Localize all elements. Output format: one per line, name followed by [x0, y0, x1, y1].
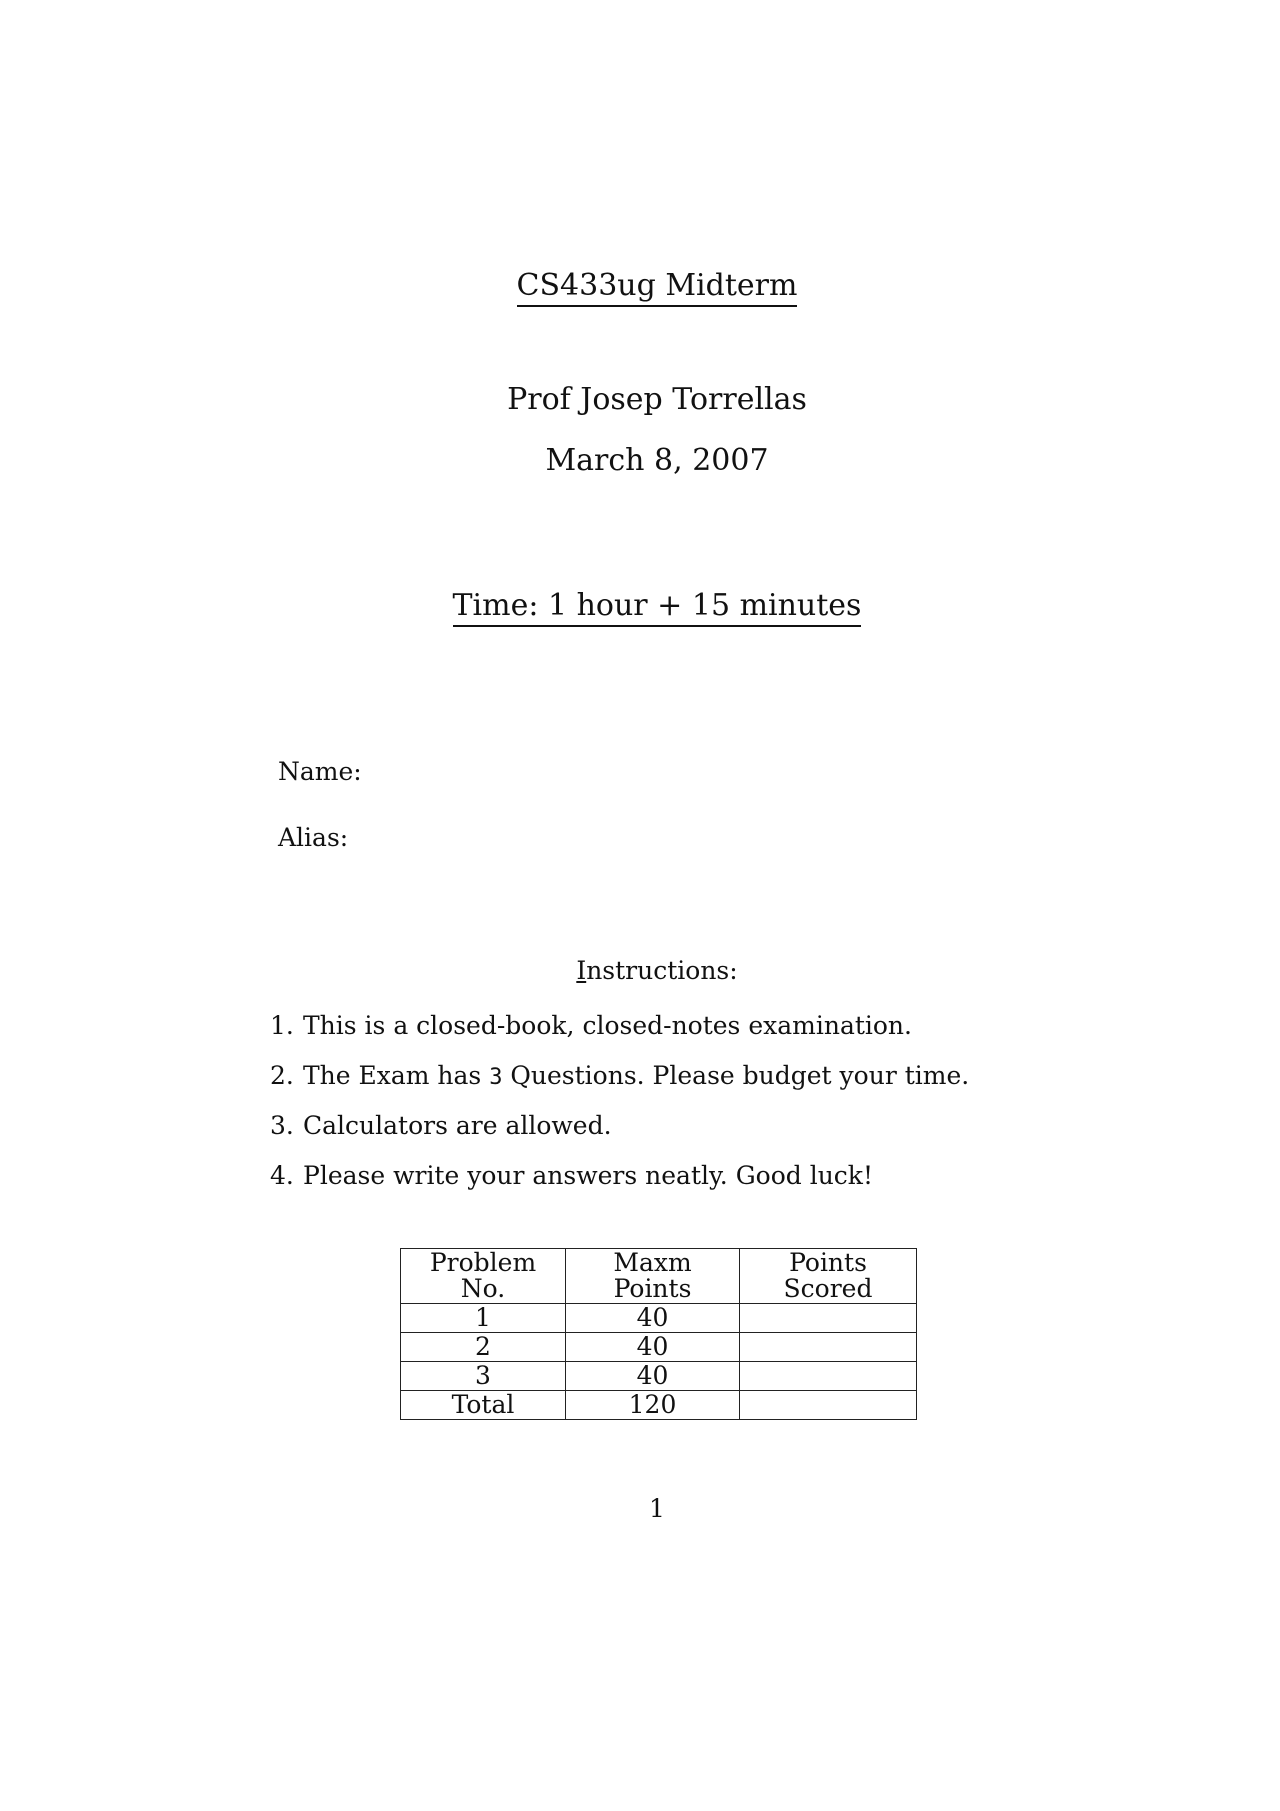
exam-date: March 8, 2007 — [545, 443, 769, 478]
table-row — [401, 1333, 917, 1362]
table-row — [401, 1304, 917, 1333]
problem-cell: Total — [401, 1391, 566, 1420]
score-table — [400, 1248, 917, 1420]
column-header-max-points: Maxm Points — [566, 1249, 740, 1304]
table-row — [401, 1391, 917, 1420]
points-scored-cell — [740, 1333, 917, 1362]
max-points-cell: 40 — [566, 1304, 740, 1333]
instructions-list — [270, 1011, 969, 1211]
alias-field-label: Alias: — [278, 823, 349, 852]
name-field-label: Name: — [278, 757, 362, 786]
exam-duration: Time: 1 hour + 15 minutes — [0, 588, 1280, 624]
problem-cell: 3 — [401, 1362, 566, 1391]
instruction-item: 1. This is a closed-book, closed-notes examination. — [270, 1011, 912, 1040]
max-points-cell: 40 — [566, 1333, 740, 1362]
instructions-heading: Instructions: — [576, 956, 738, 985]
professor-name: Prof Josep Torrellas — [507, 382, 807, 417]
points-scored-cell — [740, 1362, 917, 1391]
exam-title: CS433ug Midterm — [0, 268, 1280, 304]
points-scored-cell — [740, 1304, 917, 1333]
instruction-item: 2. The Exam has 3 Questions. Please budget your time. — [270, 1061, 970, 1090]
max-points-cell: 120 — [566, 1391, 740, 1420]
column-header-points-scored: Points Scored — [740, 1249, 917, 1304]
column-header-problem: Problem No. — [401, 1249, 566, 1304]
instruction-item: 4. Please write your answers neatly. Good luck! — [270, 1161, 874, 1190]
problem-cell: 2 — [401, 1333, 566, 1362]
page-number: 1 — [649, 1494, 665, 1523]
problem-cell: 1 — [401, 1304, 566, 1333]
table-row — [401, 1362, 917, 1391]
max-points-cell: 40 — [566, 1362, 740, 1391]
points-scored-cell — [740, 1391, 917, 1420]
instruction-item: 3. Calculators are allowed. — [270, 1111, 612, 1140]
table-header-row — [401, 1249, 917, 1304]
